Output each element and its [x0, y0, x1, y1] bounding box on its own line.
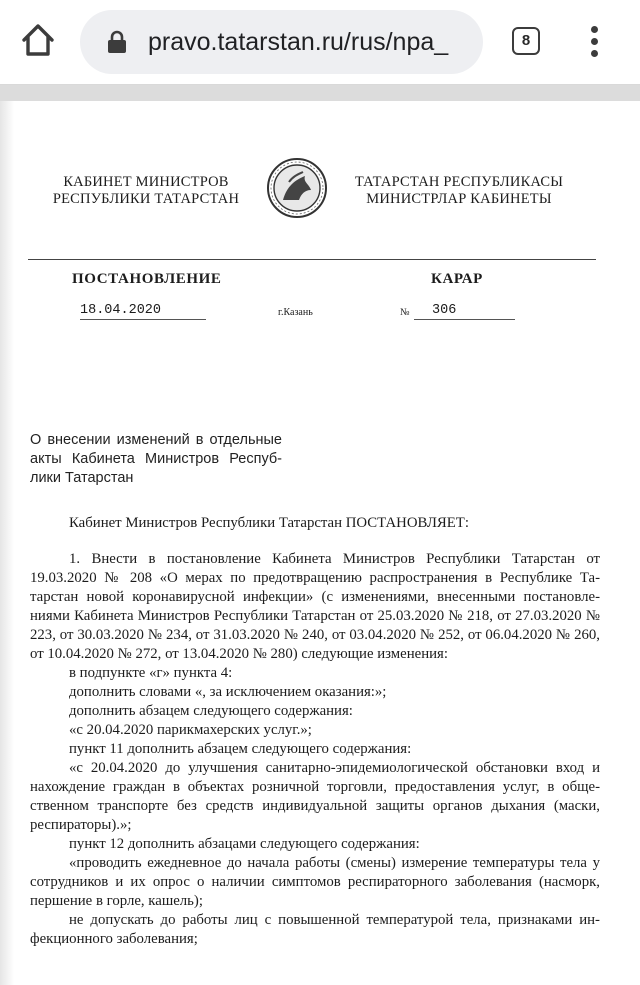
header-divider — [28, 259, 596, 260]
scan-edge-shadow — [0, 101, 14, 985]
lock-icon — [106, 30, 128, 54]
document-number: 306 — [414, 302, 515, 320]
paragraph: «с 20.04.2020 парикмахерских услуг.»; — [69, 722, 312, 738]
issuer-line: ТАТАРСТАН РЕСПУБЛИКАСЫ — [354, 174, 564, 190]
paragraph: в подпункте «г» пункта 4: — [69, 665, 233, 681]
more-vert-icon[interactable] — [584, 22, 604, 62]
paragraph: «проводить ежедневное до начала работы (смены) измерение температуры тела у сотрудников и их опрос о наличии симптомов респираторного заболевания (насморк, першение в горле, кашель); — [30, 855, 600, 909]
tab-switcher-button[interactable]: 8 — [512, 27, 540, 55]
url-text[interactable]: pravo.tatarstan.ru/rus/npa_ — [148, 28, 449, 56]
document-page — [0, 101, 640, 985]
page-separator — [0, 85, 640, 101]
document-subject: О внесении изменений в отдельные акты Кабинета Министров Респуб-лики Татарстан — [30, 432, 282, 486]
browser-toolbar — [0, 0, 640, 85]
document-body — [30, 514, 600, 949]
document-type-tt: КАРАР — [431, 271, 483, 287]
tatarstan-emblem-icon — [265, 156, 329, 220]
document-city: г.Казань — [278, 307, 313, 318]
issuer-line: КАБИНЕТ МИНИСТРОВ — [63, 174, 229, 190]
document-type-ru: ПОСТАНОВЛЕНИЕ — [72, 271, 222, 287]
paragraph: пункт 11 дополнить абзацем следующего содержания: — [69, 741, 412, 757]
issuer-line: МИНИСТРЛАР КАБИНЕТЫ — [366, 191, 552, 207]
paragraph: 1. Внести в постановление Кабинета Министров Республики Татарстан от 19.03.2020 № 208 «О мерах по предотвращению распространения в Республике Та-тарстан новой коронавирусной инфекции» (с изменениями, внесенными постановле-ниями Кабинета Министров Республики Татарстан от 25.03.2020 № 218, от 27.03.2020 № 223, от 30.03.2020 № 234, от 31.03.2020 № 240, от 03.04.2020 № 252, от 06.04.2020 № 260, от 10.04.2020 № 272, от 13.04.2020 № 280) следующие изменения: — [30, 551, 600, 662]
paragraph: не допускать до работы лиц с повышенной температурой тела, признаками ин-фекционного заболевания; — [30, 912, 600, 947]
paragraph: дополнить словами «, за исключением оказания:»; — [69, 684, 387, 700]
number-sign: № — [400, 307, 410, 318]
paragraph: «с 20.04.2020 до улучшения санитарно-эпидемиологической обстановки вход и нахождение граждан в объектах розничной торговли, предоставления услуг, в обще-ственном транспорте без средств индивидуальной защиты органов дыхания (маски, респираторы).»; — [30, 760, 600, 833]
paragraph: пункт 12 дополнить абзацами следующего содержания: — [69, 836, 420, 852]
document-date: 18.04.2020 — [80, 302, 206, 320]
issuer-russian — [40, 174, 252, 208]
issuer-tatar — [345, 174, 573, 208]
issuer-line: РЕСПУБЛИКИ ТАТАРСТАН — [52, 191, 240, 207]
paragraph: Кабинет Министров Республики Татарстан ПОСТАНОВЛЯЕТ: — [69, 515, 469, 531]
paragraph: дополнить абзацем следующего содержания: — [69, 703, 353, 719]
home-icon[interactable] — [18, 20, 58, 60]
address-bar[interactable] — [80, 10, 483, 74]
